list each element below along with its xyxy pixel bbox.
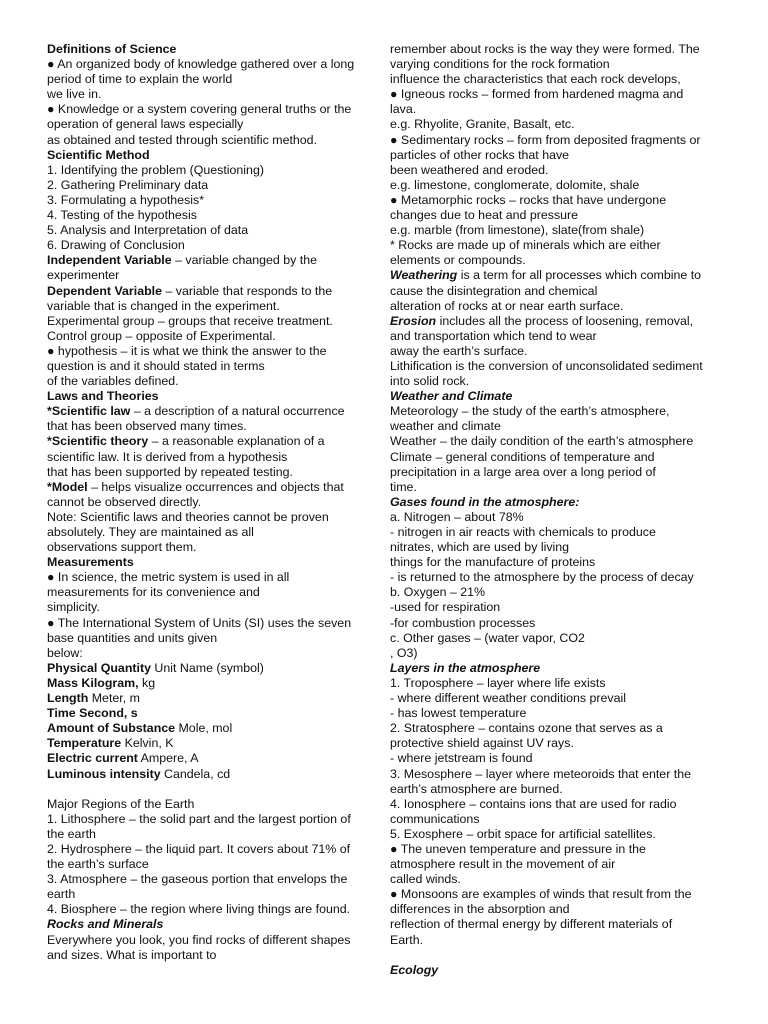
text-run: the earth’s surface <box>47 857 149 872</box>
right-column-line <box>390 389 725 404</box>
text-run: operation of general laws especially <box>47 117 244 132</box>
text-run: Erosion <box>390 313 437 328</box>
text-run: particles of other rocks that have <box>390 147 570 162</box>
right-column-line <box>390 419 725 434</box>
text-run: Length <box>47 691 89 706</box>
text-run: Definitions of Science <box>47 42 177 56</box>
left-column-line <box>47 797 377 812</box>
right-column-line <box>390 857 725 872</box>
text-run: weather and climate <box>390 419 501 434</box>
right-column-line <box>390 540 725 555</box>
left-column-line <box>47 299 377 314</box>
left-column-line <box>47 510 377 525</box>
text-run: nitrates, which are used by living <box>390 540 570 555</box>
text-run: period of time to explain the world <box>47 72 233 87</box>
right-column-line <box>390 661 725 676</box>
left-column-line <box>47 208 377 223</box>
right-column-line <box>390 268 725 283</box>
left-column-line <box>47 661 377 676</box>
right-column-line <box>390 842 725 857</box>
left-column-line <box>47 42 377 57</box>
right-column-line <box>390 721 725 736</box>
left-column-line <box>47 570 377 585</box>
text-run: measurements for its convenience and <box>47 585 260 600</box>
right-column-line <box>390 600 725 615</box>
text-run: Candela, cd <box>160 766 231 781</box>
left-column-line <box>47 948 377 963</box>
text-run: a. Nitrogen – about 78% <box>390 509 524 524</box>
text-run: Control group – opposite of Experimental. <box>47 328 276 343</box>
right-column-line <box>390 344 725 359</box>
right-column-line <box>390 178 725 193</box>
right-column-line <box>390 72 725 87</box>
left-column-line <box>47 57 377 72</box>
left-column-line <box>47 314 377 329</box>
right-column-line <box>390 510 725 525</box>
right-column-line <box>390 525 725 540</box>
text-run: Meteorology – the study of the earth’s atmosphere, <box>390 404 670 419</box>
right-column-line <box>390 616 725 631</box>
text-run: Scientific Method <box>47 147 150 162</box>
left-column-line <box>47 102 377 117</box>
text-run: Everywhere you look, you find rocks of different shapes <box>47 932 351 947</box>
left-column-line <box>47 419 377 434</box>
right-column-line <box>390 570 725 585</box>
left-column-line <box>47 465 377 480</box>
text-run: 2. Gathering Preliminary data <box>47 177 209 192</box>
right-column-line <box>390 102 725 117</box>
text-run: influence the characteristics that each rock develops, <box>390 72 681 87</box>
right-column-line <box>390 450 725 465</box>
text-run: experimenter <box>47 268 120 283</box>
text-run: - is returned to the atmosphere by the process of decay <box>390 570 694 585</box>
text-run: 5. Exosphere – orbit space for artificial satellites. <box>390 826 656 841</box>
right-column-line <box>390 887 725 902</box>
right-column-line <box>390 872 725 887</box>
text-run: been weathered and eroded. <box>390 162 549 177</box>
text-run: 3. Mesosphere – layer where meteoroids that enter the <box>390 766 691 781</box>
text-run: and transportation which tend to wear <box>390 328 597 343</box>
left-column-line <box>47 812 377 827</box>
text-run: things for the manufacture of proteins <box>390 555 596 570</box>
right-column-line <box>390 163 725 178</box>
text-run: Climate – general conditions of temperature and <box>390 449 655 464</box>
right-column <box>390 42 725 978</box>
left-column-line <box>47 857 377 872</box>
right-column-line <box>390 133 725 148</box>
right-column-line <box>390 148 725 163</box>
text-run: Weather and Climate <box>390 389 513 404</box>
left-column-line <box>47 676 377 691</box>
right-column-line <box>390 42 725 57</box>
text-run: is a term for all processes which combine to <box>457 268 702 283</box>
right-column-line <box>390 495 725 510</box>
left-column-line <box>47 344 377 359</box>
left-column-line <box>47 902 377 917</box>
right-column-line <box>390 751 725 766</box>
text-run: Kelvin, K <box>121 736 174 751</box>
text-run: Ecology <box>390 962 439 977</box>
left-column-line <box>47 555 377 570</box>
text-run: e.g. limestone, conglomerate, dolomite, shale <box>390 177 640 192</box>
right-column-line <box>390 736 725 751</box>
right-column-line <box>390 963 725 978</box>
left-column-line <box>47 691 377 706</box>
text-run: Laws and Theories <box>47 389 159 404</box>
text-run: the earth <box>47 826 96 841</box>
left-column-line <box>47 782 377 797</box>
text-run: Measurements <box>47 555 134 570</box>
right-column-line <box>390 555 725 570</box>
text-run: earth <box>47 887 76 902</box>
right-column-line <box>390 631 725 646</box>
text-run: Experimental group – groups that receive treatment. <box>47 313 333 328</box>
text-run: scientific law. It is derived from a hypothesis <box>47 449 288 464</box>
text-run: precipitation in a large area over a long period of <box>390 464 656 479</box>
right-column-line <box>390 329 725 344</box>
text-run: ● Sedimentary rocks – form from deposited fragments or <box>390 132 701 147</box>
right-column-line <box>390 57 725 72</box>
text-run: 4. Biosphere – the region where living things are found. <box>47 902 351 917</box>
left-column-line <box>47 540 377 555</box>
text-run: - where different weather conditions prevail <box>390 691 627 706</box>
text-run: changes due to heat and pressure <box>390 208 579 223</box>
text-run: away the earth’s surface. <box>390 343 528 358</box>
left-column-line <box>47 751 377 766</box>
left-column-line <box>47 374 377 389</box>
text-run: b. Oxygen – 21% <box>390 585 486 600</box>
left-column-line <box>47 721 377 736</box>
left-column <box>47 42 377 963</box>
right-column-line <box>390 827 725 842</box>
text-run: Time Second, s <box>47 706 138 721</box>
text-run: c. Other gases – (water vapor, CO2 <box>390 630 585 645</box>
left-column-line <box>47 434 377 449</box>
right-column-line <box>390 223 725 238</box>
text-run: that has been supported by repeated testing. <box>47 464 293 479</box>
text-run: that has been observed many times. <box>47 419 247 434</box>
right-column-line <box>390 676 725 691</box>
left-column-line <box>47 72 377 87</box>
text-run: Major Regions of the Earth <box>47 796 195 811</box>
right-column-line <box>390 193 725 208</box>
text-run: remember about rocks is the way they were formed. The <box>390 42 700 56</box>
text-run: we live in. <box>47 87 102 102</box>
text-run: - nitrogen in air reacts with chemicals to produce <box>390 525 656 539</box>
right-column-line <box>390 238 725 253</box>
left-column-line <box>47 359 377 374</box>
text-run: , O3) <box>390 645 418 660</box>
text-run: Amount of Substance <box>47 721 176 736</box>
text-run: - where jetstream is found <box>390 751 533 766</box>
left-column-line <box>47 525 377 540</box>
right-column-line <box>390 284 725 299</box>
text-run: atmosphere result in the movement of air <box>390 857 616 872</box>
text-run: Mole, mol <box>175 721 233 736</box>
left-column-line <box>47 163 377 178</box>
text-run: Temperature <box>47 736 122 751</box>
text-run: Unit Name (symbol) <box>150 660 264 675</box>
text-run: Independent Variable <box>47 253 172 268</box>
right-column-line <box>390 812 725 827</box>
left-column-line <box>47 223 377 238</box>
text-run: reflection of thermal energy by different materials of <box>390 917 673 932</box>
text-run: -used for respiration <box>390 600 501 615</box>
left-column-line <box>47 600 377 615</box>
right-column-line <box>390 314 725 329</box>
text-run: 4. Ionosphere – contains ions that are used for radio <box>390 796 677 811</box>
left-column-line <box>47 842 377 857</box>
right-column-line <box>390 706 725 721</box>
right-column-line <box>390 253 725 268</box>
text-run: of the variables defined. <box>47 374 179 389</box>
text-run: -for combustion processes <box>390 615 536 630</box>
text-run: e.g. marble (from limestone), slate(from shale) <box>390 223 645 238</box>
text-run: – variable changed by the <box>171 253 317 268</box>
right-column-line <box>390 359 725 374</box>
text-run: below: <box>47 645 83 660</box>
text-run: communications <box>390 811 480 826</box>
right-column-line <box>390 117 725 132</box>
text-run: Rocks and Minerals <box>47 917 164 932</box>
text-run: time. <box>390 479 417 494</box>
right-column-line <box>390 480 725 495</box>
text-run: ● Metamorphic rocks – rocks that have undergone <box>390 192 667 207</box>
text-run: ● hypothesis – it is what we think the answer to the <box>47 343 327 358</box>
text-run: Earth. <box>390 932 424 947</box>
text-run: 1. Troposphere – layer where life exists <box>390 675 606 690</box>
right-column-line <box>390 917 725 932</box>
text-run: 2. Hydrosphere – the liquid part. It covers about 71% of <box>47 841 351 856</box>
text-run: *Scientific law <box>47 404 131 419</box>
text-run: kg <box>138 675 156 690</box>
text-run: Lithification is the conversion of unconsolidated sediment <box>390 358 703 373</box>
text-run: - has lowest temperature <box>390 706 527 721</box>
text-run: ● Knowledge or a system covering general truths or the <box>47 102 352 117</box>
left-column-line <box>47 450 377 465</box>
left-column-line <box>47 616 377 631</box>
text-run: Dependent Variable <box>47 283 162 298</box>
text-run: absolutely. They are maintained as all <box>47 525 254 539</box>
text-run: 5. Analysis and Interpretation of data <box>47 223 249 238</box>
right-column-line <box>390 646 725 661</box>
right-column-line <box>390 585 725 600</box>
right-column-line <box>390 767 725 782</box>
left-column-line <box>47 646 377 661</box>
left-column-line <box>47 133 377 148</box>
text-run: – variable that responds to the <box>162 283 333 298</box>
right-column-line <box>390 299 725 314</box>
right-column-line <box>390 782 725 797</box>
text-run: alteration of rocks at or near earth surface. <box>390 298 624 313</box>
text-run: varying conditions for the rock formation <box>390 57 610 72</box>
left-column-line <box>47 933 377 948</box>
left-column-line <box>47 917 377 932</box>
text-run: as obtained and tested through scientific method. <box>47 132 318 147</box>
text-run: protective shield against UV rays. <box>390 736 574 751</box>
right-column-line <box>390 374 725 389</box>
text-run: Ampere, A <box>137 751 199 766</box>
text-run: Layers in the atmosphere <box>390 660 541 675</box>
text-run: 6. Drawing of Conclusion <box>47 238 185 253</box>
text-run: *Model <box>47 479 88 494</box>
text-run: earth’s atmosphere are burned. <box>390 781 563 796</box>
text-run: cause the disintegration and chemical <box>390 283 598 298</box>
right-column-line <box>390 87 725 102</box>
text-run: 4. Testing of the hypothesis <box>47 208 197 223</box>
right-column-line <box>390 797 725 812</box>
text-run: lava. <box>390 102 417 117</box>
left-column-line <box>47 178 377 193</box>
left-column-line <box>47 767 377 782</box>
text-run: ● Igneous rocks – formed from hardened magma and <box>390 87 684 102</box>
left-column-line <box>47 193 377 208</box>
text-run: *Scientific theory <box>47 434 149 449</box>
text-run: ● The uneven temperature and pressure in the <box>390 841 646 856</box>
text-run: 3. Formulating a hypothesis* <box>47 192 205 207</box>
text-run: ● The International System of Units (SI) uses the seven <box>47 615 352 630</box>
text-run: ● An organized body of knowledge gathered over a long <box>47 57 355 72</box>
text-run: observations support them. <box>47 540 197 555</box>
text-run: 3. Atmosphere – the gaseous portion that envelops the <box>47 872 348 887</box>
right-column-line <box>390 434 725 449</box>
left-column-line <box>47 117 377 132</box>
left-column-line <box>47 284 377 299</box>
text-run: into solid rock. <box>390 374 470 389</box>
text-run: question is and it should stated in terms <box>47 358 265 373</box>
right-column-line <box>390 948 725 963</box>
left-column-line <box>47 872 377 887</box>
left-column-line <box>47 736 377 751</box>
text-run: Gases found in the atmosphere: <box>390 494 580 509</box>
left-column-line <box>47 268 377 283</box>
text-run: cannot be observed directly. <box>47 494 202 509</box>
text-run: elements or compounds. <box>390 253 526 268</box>
text-run: variable that is changed in the experiment. <box>47 298 280 313</box>
text-run: – a description of a natural occurrence <box>130 404 345 419</box>
left-column-line <box>47 495 377 510</box>
left-column-line <box>47 238 377 253</box>
text-run: ● Monsoons are examples of winds that result from the <box>390 887 692 902</box>
left-column-line <box>47 404 377 419</box>
right-column-line <box>390 902 725 917</box>
right-column-line <box>390 465 725 480</box>
text-run: ● In science, the metric system is used in all <box>47 570 290 585</box>
text-run: Note: Scientific laws and theories cannot be proven <box>47 509 329 524</box>
right-column-line <box>390 933 725 948</box>
left-column-line <box>47 706 377 721</box>
text-run: * Rocks are made up of minerals which are either <box>390 238 661 253</box>
text-run: and sizes. What is important to <box>47 947 217 962</box>
text-run: Weathering <box>390 268 458 283</box>
left-column-line <box>47 148 377 163</box>
left-column-line <box>47 887 377 902</box>
left-column-line <box>47 827 377 842</box>
right-column-line <box>390 208 725 223</box>
text-run: Mass Kilogram, <box>47 675 139 690</box>
text-run: base quantities and units given <box>47 630 218 645</box>
left-column-line <box>47 329 377 344</box>
text-run: differences in the absorption and <box>390 902 570 917</box>
left-column-line <box>47 253 377 268</box>
text-run: Physical Quantity <box>47 660 151 675</box>
left-column-line <box>47 480 377 495</box>
text-run: e.g. Rhyolite, Granite, Basalt, etc. <box>390 117 575 132</box>
text-run: 2. Stratosphere – contains ozone that serves as a <box>390 721 663 736</box>
text-run: 1. Lithosphere – the solid part and the largest portion of <box>47 811 351 826</box>
text-run: Weather – the daily condition of the earth’s atmosphere <box>390 434 694 449</box>
text-run: – a reasonable explanation of a <box>148 434 325 449</box>
text-run: 1. Identifying the problem (Questioning) <box>47 162 264 177</box>
text-run: Electric current <box>47 751 138 766</box>
right-column-line <box>390 404 725 419</box>
text-run: called winds. <box>390 872 461 887</box>
left-column-line <box>47 87 377 102</box>
text-run: simplicity. <box>47 600 100 615</box>
text-run: – helps visualize occurrences and objects that <box>87 479 344 494</box>
text-run: includes all the process of loosening, removal, <box>436 313 694 328</box>
text-run: Meter, m <box>88 691 140 706</box>
text-run: Luminous intensity <box>47 766 161 781</box>
left-column-line <box>47 631 377 646</box>
left-column-line <box>47 585 377 600</box>
left-column-line <box>47 389 377 404</box>
right-column-line <box>390 691 725 706</box>
